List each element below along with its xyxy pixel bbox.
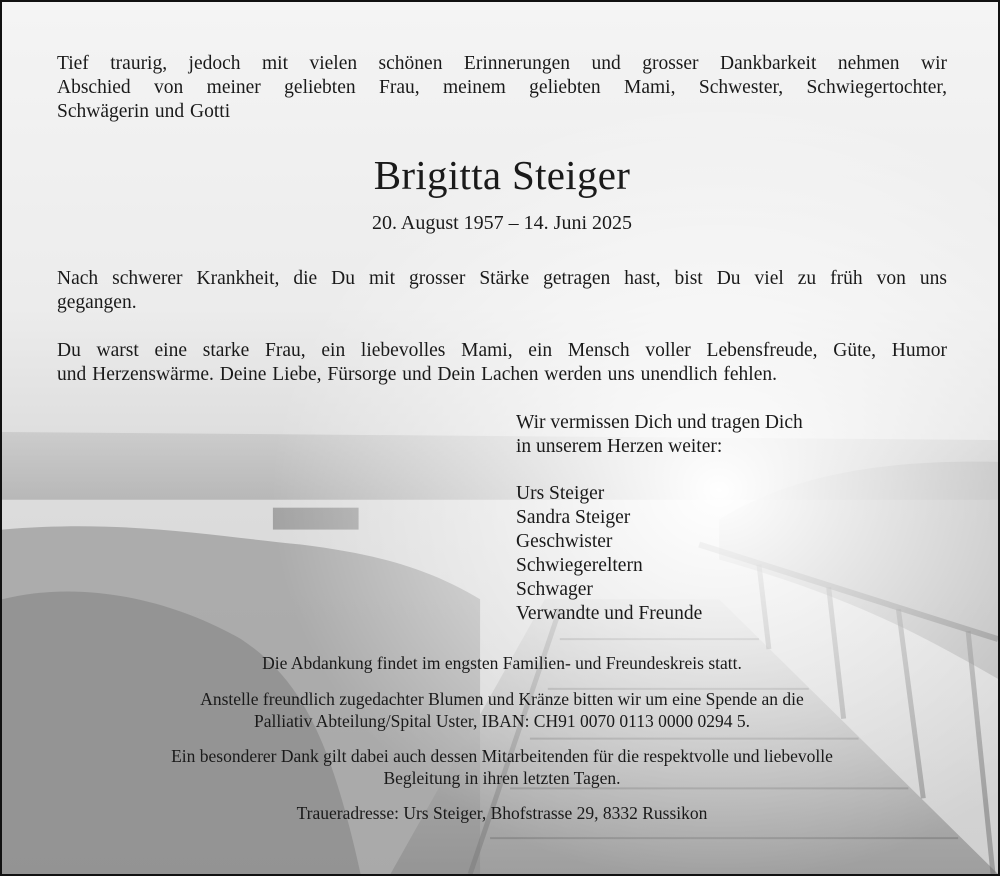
mourner-name: Geschwister xyxy=(516,531,613,552)
intro-line-3: Schwägerin und Gotti xyxy=(57,101,231,122)
mourner-name: Schwiegereltern xyxy=(516,555,643,576)
mourner-name: Urs Steiger xyxy=(516,483,605,504)
mourners-heading-1: Wir vermissen Dich und tragen Dich xyxy=(516,412,803,433)
thanks-line-2: Begleitung in ihren letzten Tagen. xyxy=(383,768,621,788)
thanks-line-1: Ein besonderer Dank gilt dabei auch dessen Mitarbeitenden für die respektvolle und liebevolle xyxy=(171,746,833,766)
intro-line-2: Abschied von meiner geliebten Frau, meinem geliebten Mami, Schwester, Schwiegertochter, xyxy=(57,77,947,98)
funeral-text: Die Abdankung findet im engsten Familien- und Freundeskreis statt. xyxy=(262,653,742,673)
mourners-heading-2: in unserem Herzen weiter: xyxy=(516,436,723,457)
paragraph-tribute-line-1: Du warst eine starke Frau, ein liebevolles Mami, ein Mensch voller Lebensfreude, Güte, Humor xyxy=(57,340,947,361)
intro-text xyxy=(57,52,947,124)
deceased-name: Brigitta Steiger xyxy=(373,152,631,198)
paragraph-tribute-line-2: und Herzenswärme. Deine Liebe, Fürsorge und Dein Lachen werden uns unendlich fehlen. xyxy=(57,364,777,385)
paragraph-illness xyxy=(57,267,947,315)
address-text: Traueradresse: Urs Steiger, Bhofstrasse 29, 8332 Russikon xyxy=(296,803,708,823)
paragraph-tribute xyxy=(57,339,947,387)
intro-line-1: Tief traurig, jedoch mit vielen schönen Erinnerungen und grosser Dankbarkeit nehmen wir xyxy=(57,53,947,74)
mourning-address xyxy=(2,802,1000,824)
beach-boardwalk-background xyxy=(2,2,998,874)
thanks-info xyxy=(2,745,1000,789)
paragraph-illness-line-1: Nach schwerer Krankheit, die Du mit grosser Stärke getragen hast, bist Du viel zu früh von uns xyxy=(57,268,947,289)
mourner-name: Verwandte und Freunde xyxy=(516,603,703,624)
mourner-name: Schwager xyxy=(516,579,593,600)
mourners-block xyxy=(516,411,803,626)
mourner-name: Sandra Steiger xyxy=(516,507,631,528)
donation-line-2: Palliativ Abteilung/Spital Uster, IBAN: CH91 0070 0113 0000 0294 5. xyxy=(254,711,750,731)
spacer xyxy=(516,459,803,482)
donation-info xyxy=(2,688,1000,732)
life-dates: 20. August 1957 – 14. Juni 2025 xyxy=(371,212,633,234)
paragraph-illness-line-2: gegangen. xyxy=(57,292,137,313)
donation-line-1: Anstelle freundlich zugedachter Blumen und Kränze bitten wir um eine Spende an die xyxy=(200,689,804,709)
funeral-info xyxy=(2,652,1000,674)
